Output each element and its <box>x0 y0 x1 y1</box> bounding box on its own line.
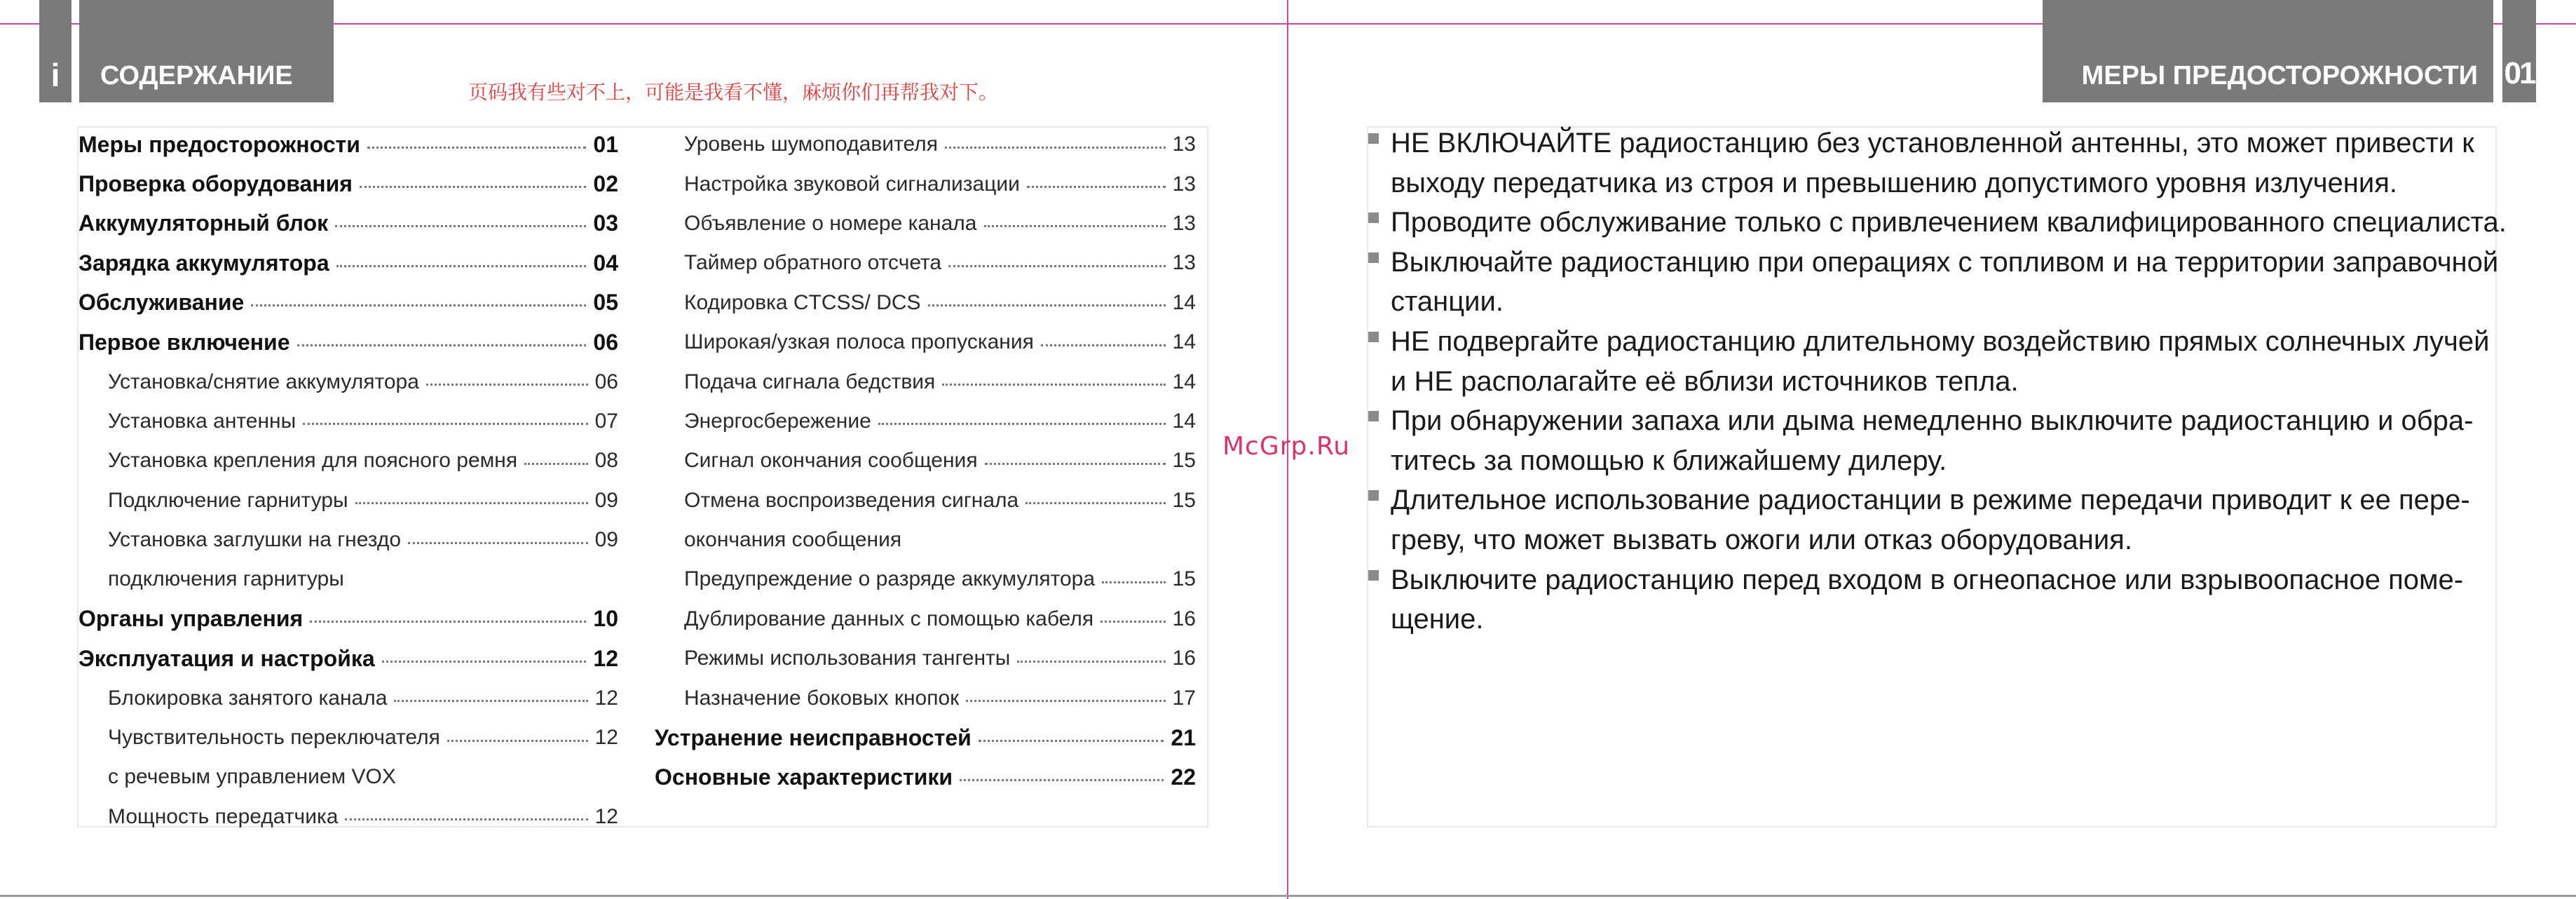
toc-dot-leader <box>336 265 587 267</box>
toc-entry-page: 12 <box>593 645 618 671</box>
toc-entry-page: 15 <box>1172 449 1196 473</box>
toc-entry-title: Отмена воспроизведения сигнала <box>684 488 1019 512</box>
toc-entry <box>655 441 1196 480</box>
page-bottom-edge <box>0 895 2576 897</box>
toc-entry-page: 14 <box>1172 409 1196 433</box>
left-tab-letter: i <box>50 57 60 93</box>
toc-entry-title: Установка антенны <box>108 409 297 433</box>
precaution-text-line: Выключите радиостанцию перед входом в огнеопасное или взрывоопасное поме- <box>1391 564 2464 595</box>
toc-entry-page: 13 <box>1172 211 1196 235</box>
toc-entry-title: Блокировка занятого канала <box>108 686 388 710</box>
left-section-header <box>79 0 334 102</box>
toc-entry-title: Установка заглушки на гнездо <box>108 528 402 552</box>
square-bullet-icon <box>1368 490 1379 501</box>
toc-dot-leader <box>394 700 587 702</box>
toc-dot-leader <box>1102 581 1166 583</box>
toc-entry-page: 13 <box>1172 172 1196 196</box>
toc-dot-leader <box>524 463 588 465</box>
toc-entry-title: Установка крепления для поясного ремня <box>108 449 518 473</box>
precaution-text-line: титесь за помощью к ближайшему дилеру. <box>1391 445 1947 476</box>
toc-dot-leader <box>948 265 1166 267</box>
toc-entry <box>79 441 618 480</box>
toc-entry-title: Аккумуляторный блок <box>79 210 329 236</box>
toc-entry-title: Меры предосторожности <box>79 131 360 157</box>
toc-dot-leader <box>1041 344 1166 346</box>
toc-entry <box>79 402 618 441</box>
precaution-text-line: выходу передатчика из строя и превышению допустимого уровня излучения. <box>1391 167 2398 198</box>
toc-entry-title: окончания сообщения <box>684 528 902 552</box>
toc-dot-leader <box>1017 661 1165 663</box>
toc-entry-title: Первое включение <box>79 329 290 355</box>
square-bullet-icon <box>1368 332 1379 342</box>
toc-entry-page: 15 <box>1172 567 1196 591</box>
toc-entry-page: 05 <box>593 290 618 316</box>
precaution-text-line: НЕ подвергайте радиостанцию длительному воздействию прямых солнечных лучей <box>1391 325 2490 357</box>
toc-entry-title: Уровень шумоподавителя <box>684 133 938 156</box>
precaution-text-line: и НЕ располагайте её вблизи источников тепла. <box>1391 365 2019 397</box>
toc-entry <box>79 323 618 362</box>
toc-entry <box>655 520 1196 560</box>
toc-entry <box>79 520 618 560</box>
toc-dot-leader <box>985 463 1166 465</box>
toc-entry-title: Назначение боковых кнопок <box>684 686 960 710</box>
toc-column-2 <box>655 125 1196 797</box>
precaution-item <box>1364 560 2500 640</box>
toc-entry-title: Сигнал окончания сообщения <box>684 449 978 473</box>
toc-dot-leader <box>426 384 588 386</box>
toc-entry-title: с речевым управлением VOX <box>108 765 396 789</box>
toc-dot-leader <box>960 779 1164 781</box>
toc-entry <box>655 283 1196 323</box>
square-bullet-icon <box>1368 133 1379 144</box>
toc-entry <box>79 481 618 520</box>
toc-entry <box>79 283 618 323</box>
precaution-item <box>1364 123 2500 203</box>
watermark: McGrp.Ru <box>1222 432 1351 461</box>
toc-entry-title: Подключение гарнитуры <box>108 488 348 512</box>
toc-dot-leader <box>382 661 587 663</box>
toc-entry-page: 13 <box>1172 133 1196 156</box>
toc-entry <box>79 678 618 717</box>
toc-dot-leader <box>335 225 586 227</box>
toc-entry <box>655 639 1196 678</box>
toc-entry-page: 15 <box>1172 488 1196 512</box>
toc-entry-page: 14 <box>1172 290 1196 314</box>
toc-entry-page: 14 <box>1172 370 1196 393</box>
toc-dot-leader <box>251 304 586 306</box>
toc-dot-leader <box>878 423 1166 425</box>
toc-dot-leader <box>367 147 587 149</box>
toc-entry <box>79 718 618 757</box>
page-number: 01 <box>2504 56 2535 90</box>
toc-entry <box>655 481 1196 520</box>
toc-entry-title: подключения гарнитуры <box>108 567 344 591</box>
toc-dot-leader <box>979 740 1164 742</box>
toc-dot-leader <box>984 225 1166 227</box>
toc-dot-leader <box>945 147 1166 149</box>
toc-dot-leader <box>1025 502 1165 504</box>
toc-entry-title: Широкая/узкая полоса пропускания <box>684 330 1034 354</box>
toc-entry-page: 12 <box>594 804 618 828</box>
precaution-text-line: НЕ ВКЛЮЧАЙТЕ радиостанцию без установленной антенны, это может привести к <box>1391 128 2474 158</box>
precaution-text-line: Проводите обслуживание только с привлечением квалифицированного специалиста. <box>1391 207 2507 238</box>
toc-entry <box>655 204 1196 243</box>
toc-entry-title: Мощность передатчика <box>108 804 339 828</box>
toc-entry-title: Устранение неисправностей <box>655 724 972 750</box>
toc-column-1 <box>79 125 618 837</box>
toc-entry <box>79 125 618 164</box>
toc-entry-page: 01 <box>593 131 618 157</box>
toc-entry <box>655 323 1196 362</box>
square-bullet-icon <box>1368 411 1379 421</box>
toc-entry-title: Установка/снятие аккумулятора <box>108 370 419 393</box>
toc-dot-leader <box>408 542 588 544</box>
precaution-text-line: греву, что может вызвать ожоги или отказ оборудования. <box>1391 524 2132 555</box>
toc-entry-title: Обслуживание <box>79 290 245 316</box>
square-bullet-icon <box>1368 252 1379 263</box>
toc-entry <box>655 402 1196 441</box>
precautions-list <box>1364 123 2507 640</box>
toc-entry-page: 13 <box>1172 251 1196 275</box>
right-tab-marker <box>2502 0 2536 102</box>
toc-entry-page: 10 <box>593 606 618 632</box>
toc-dot-leader <box>447 740 588 742</box>
toc-dot-leader <box>345 818 587 820</box>
toc-entry-title: Предупреждение о разряде аккумулятора <box>684 567 1096 591</box>
toc-entry-title: Таймер обратного отсчета <box>684 251 942 275</box>
toc-entry-title: Кодировка CTCSS/ DCS <box>684 290 921 314</box>
toc-entry <box>79 362 618 401</box>
toc-entry <box>655 164 1196 203</box>
precaution-item <box>1364 480 2500 560</box>
precaution-item <box>1364 203 2507 243</box>
toc-entry-title: Эксплуатация и настройка <box>79 645 375 671</box>
toc-entry <box>79 204 618 243</box>
precaution-text-line: Длительное использование радиостанции в режиме передачи приводит к ее пере- <box>1391 485 2470 516</box>
precaution-text-line: Выключайте радиостанцию при операциях с топливом и на территории заправочной <box>1391 246 2499 278</box>
toc-entry-page: 12 <box>594 726 618 750</box>
toc-entry-page: 09 <box>594 488 618 512</box>
toc-entry <box>655 678 1196 717</box>
toc-entry-page: 12 <box>594 686 618 710</box>
toc-entry-title: Проверка оборудования <box>79 171 353 197</box>
editor-note: 页码我有些对不上，可能是我看不懂，麻烦你们再帮我对下。 <box>468 81 999 104</box>
toc-entry-page: 03 <box>593 210 618 236</box>
toc-entry <box>79 797 618 837</box>
toc-dot-leader <box>1027 186 1166 188</box>
toc-entry <box>79 757 618 797</box>
toc-entry <box>655 362 1196 401</box>
toc-entry-page: 04 <box>593 250 618 276</box>
toc-entry-page: 08 <box>594 449 618 473</box>
toc-entry-page: 09 <box>594 528 618 552</box>
toc-entry <box>79 560 618 599</box>
toc-entry <box>79 600 618 639</box>
toc-entry <box>79 243 618 283</box>
toc-entry-title: Режимы использования тангенты <box>684 647 1011 670</box>
precaution-text-line: станции. <box>1391 286 1504 318</box>
toc-entry-title: Чувствительность переключателя <box>108 726 440 750</box>
toc-entry-title: Объявление о номере канала <box>684 211 977 235</box>
toc-entry-title: Настройка звуковой сигнализации <box>684 172 1020 196</box>
toc-entry-page: 06 <box>594 370 618 393</box>
toc-entry-title: Основные характеристики <box>655 764 953 790</box>
toc-entry-page: 06 <box>593 329 618 355</box>
toc-dot-leader <box>303 423 587 425</box>
toc-entry <box>655 560 1196 599</box>
toc-entry <box>655 718 1196 757</box>
square-bullet-icon <box>1368 570 1379 581</box>
toc-dot-leader <box>310 621 586 623</box>
precaution-text-line: При обнаружении запаха или дыма немедленно выключите радиостанцию и обра- <box>1391 405 2474 437</box>
left-tab-marker <box>39 0 71 102</box>
toc-entry <box>655 125 1196 164</box>
toc-entry-title: Зарядка аккумулятора <box>79 250 329 276</box>
toc-dot-leader <box>297 344 587 346</box>
toc-dot-leader <box>355 502 588 504</box>
toc-dot-leader <box>1100 621 1166 623</box>
toc-entry-title: Энергосбережение <box>684 409 871 433</box>
toc-entry-title: Подача сигнала бедствия <box>684 370 936 393</box>
precaution-text-line: щение. <box>1391 604 1484 635</box>
toc-dot-leader <box>966 700 1165 702</box>
toc-entry-page: 21 <box>1171 724 1196 750</box>
toc-dot-leader <box>360 186 586 188</box>
toc-entry <box>655 243 1196 283</box>
toc-entry <box>79 164 618 203</box>
toc-entry-page: 17 <box>1172 686 1196 710</box>
precautions-title: МЕРЫ ПРЕДОСТОРОЖНОСТИ <box>2081 61 2478 90</box>
toc-dot-leader <box>928 304 1166 306</box>
toc-entry-title: Дублирование данных с помощью кабеля <box>684 607 1094 630</box>
toc-entry-page: 22 <box>1171 764 1196 790</box>
toc-dot-leader <box>942 384 1165 386</box>
toc-entry-page: 02 <box>593 171 618 197</box>
toc-entry-page: 16 <box>1172 647 1196 670</box>
precaution-item <box>1364 322 2500 401</box>
toc-entry-title: Органы управления <box>79 606 304 632</box>
toc-entry-page: 14 <box>1172 330 1196 354</box>
precaution-item <box>1364 401 2500 480</box>
toc-entry-page: 07 <box>594 409 618 433</box>
precaution-item <box>1364 243 2500 322</box>
toc-entry <box>655 600 1196 639</box>
toc-entry <box>655 757 1196 797</box>
right-section-header <box>2043 0 2493 102</box>
contents-title: СОДЕРЖАНИЕ <box>100 61 293 90</box>
toc-entry-page: 16 <box>1172 607 1196 630</box>
square-bullet-icon <box>1368 212 1379 223</box>
toc-entry <box>79 639 618 678</box>
